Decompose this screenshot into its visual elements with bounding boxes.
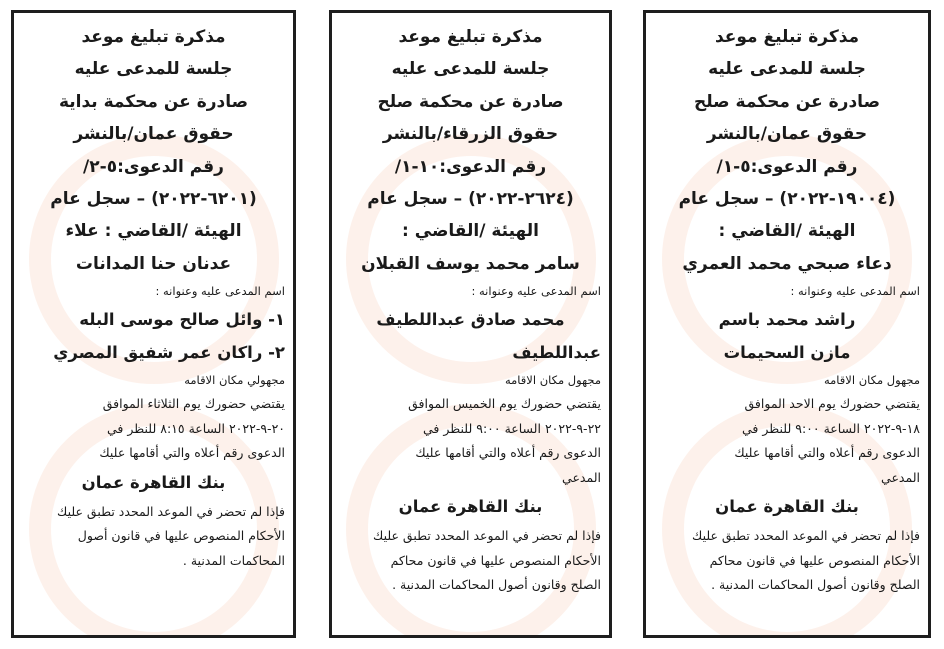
- appearance-text: يقتضي حضورك يوم الثلاثاء الموافق: [102, 396, 285, 412]
- case-number: رقم الدعوى:٥-٢/: [83, 156, 224, 177]
- notice-title: مذكرة تبليغ موعد: [398, 27, 543, 47]
- residence-status: مجهولي مكان الاقامه: [184, 373, 285, 388]
- notice-subtitle: جلسة للمدعى عليه: [391, 59, 550, 80]
- defendant-label: اسم المدعى عليه وعنوانه :: [790, 284, 920, 299]
- residence-status: مجهول مكان الاقامه: [823, 373, 920, 388]
- notice-court-first-instance: [11, 10, 296, 638]
- appearance-text: يقتضي حضورك يوم الاحد الموافق: [744, 396, 920, 412]
- panel-label: الهيئة /القاضي :: [718, 221, 856, 242]
- defendant-name: راشد محمد باسم: [718, 310, 856, 330]
- judge-name: سامر محمد يوسف القبلان: [361, 253, 580, 274]
- residence-status: مجهول مكان الاقامه: [504, 373, 601, 388]
- appearance-text: المدعي: [562, 469, 601, 485]
- warning-text: فإذا لم تحضر في الموعد المحدد تطبق عليك: [57, 503, 285, 519]
- appearance-date: ٢٢-٩-٢٠٢٢ الساعة ٩:٠٠ للنظر في: [423, 420, 601, 436]
- appearance-text: الدعوى رقم أعلاه والتي أقامها عليك: [99, 445, 285, 461]
- judge-name: عدنان حنا المدانات: [75, 253, 232, 274]
- warning-text: المحاكمات المدنية .: [182, 552, 285, 568]
- plaintiff-bank: بنك القاهرة عمان: [715, 497, 859, 517]
- defendant-name: ٢- راكان عمر شفيق المصري: [53, 343, 285, 363]
- appearance-date: ٢٠-٩-٢٠٢٢ الساعة ٨:١٥ للنظر في: [107, 420, 285, 436]
- notice-magistrate-zarqa: [329, 10, 612, 638]
- issuing-court: صادرة عن محكمة صلح: [377, 91, 564, 112]
- notice-title: مذكرة تبليغ موعد: [714, 27, 860, 47]
- appearance-text: الدعوى رقم أعلاه والتي أقامها عليك: [415, 445, 601, 461]
- case-reference: (٦٢٠١-٢٠٢٢) – سجل عام: [50, 189, 257, 210]
- notice-subtitle: جلسة للمدعى عليه: [74, 59, 233, 80]
- defendant-name: عبداللطيف: [512, 343, 601, 363]
- warning-text: فإذا لم تحضر في الموعد المحدد تطبق عليك: [373, 528, 601, 544]
- case-number: رقم الدعوى:٥-١/: [716, 156, 858, 177]
- case-number: رقم الدعوى:١٠-١/: [394, 156, 547, 177]
- appearance-text: الدعوى رقم أعلاه والتي أقامها عليك: [734, 445, 920, 461]
- appearance-text: المدعي: [881, 469, 920, 485]
- plaintiff-bank: بنك القاهرة عمان: [81, 472, 226, 492]
- defendant-label: اسم المدعى عليه وعنوانه :: [471, 284, 601, 299]
- panel-label: الهيئة /القاضي :: [402, 221, 539, 242]
- panel-label: الهيئة /القاضي : علاء: [65, 221, 242, 242]
- court-place: حقوق عمان/بالنشر: [73, 124, 234, 145]
- court-place: حقوق عمان/بالنشر: [706, 124, 868, 145]
- defendant-name: ١- وائل صالح موسى البله: [79, 310, 285, 330]
- notice-magistrate-amman: [643, 10, 931, 638]
- warning-text: الأحكام المنصوص عليها في قانون أصول: [77, 528, 285, 544]
- warning-text: فإذا لم تحضر في الموعد المحدد تطبق عليك: [692, 528, 920, 544]
- appearance-date: ١٨-٩-٢٠٢٢ الساعة ٩:٠٠ للنظر في: [742, 420, 920, 436]
- court-place: حقوق الزرقاء/بالنشر: [382, 124, 559, 145]
- judge-name: دعاء صبحي محمد العمري: [682, 253, 892, 274]
- defendant-name: مازن السحيمات: [723, 343, 851, 363]
- defendant-name: محمد صادق عبداللطيف: [376, 310, 565, 330]
- warning-text: الصلح وقانون أصول المحاكمات المدنية .: [711, 577, 920, 593]
- warning-text: الصلح وقانون أصول المحاكمات المدنية .: [392, 577, 601, 593]
- warning-text: الأحكام المنصوص عليها في قانون محاكم: [709, 552, 920, 568]
- warning-text: الأحكام المنصوص عليها في قانون محاكم: [390, 552, 601, 568]
- appearance-text: يقتضي حضورك يوم الخميس الموافق: [408, 396, 601, 412]
- case-reference: (٢٦٢٤-٢٠٢٢) – سجل عام: [367, 189, 574, 210]
- defendant-label: اسم المدعى عليه وعنوانه :: [155, 284, 285, 299]
- plaintiff-bank: بنك القاهرة عمان: [398, 497, 543, 517]
- notice-subtitle: جلسة للمدعى عليه: [708, 59, 866, 80]
- issuing-court: صادرة عن محكمة صلح: [693, 91, 880, 112]
- notice-title: مذكرة تبليغ موعد: [81, 27, 226, 47]
- case-reference: (١٩٠٠٤-٢٠٢٢) – سجل عام: [678, 189, 896, 210]
- issuing-court: صادرة عن محكمة بداية: [58, 91, 249, 112]
